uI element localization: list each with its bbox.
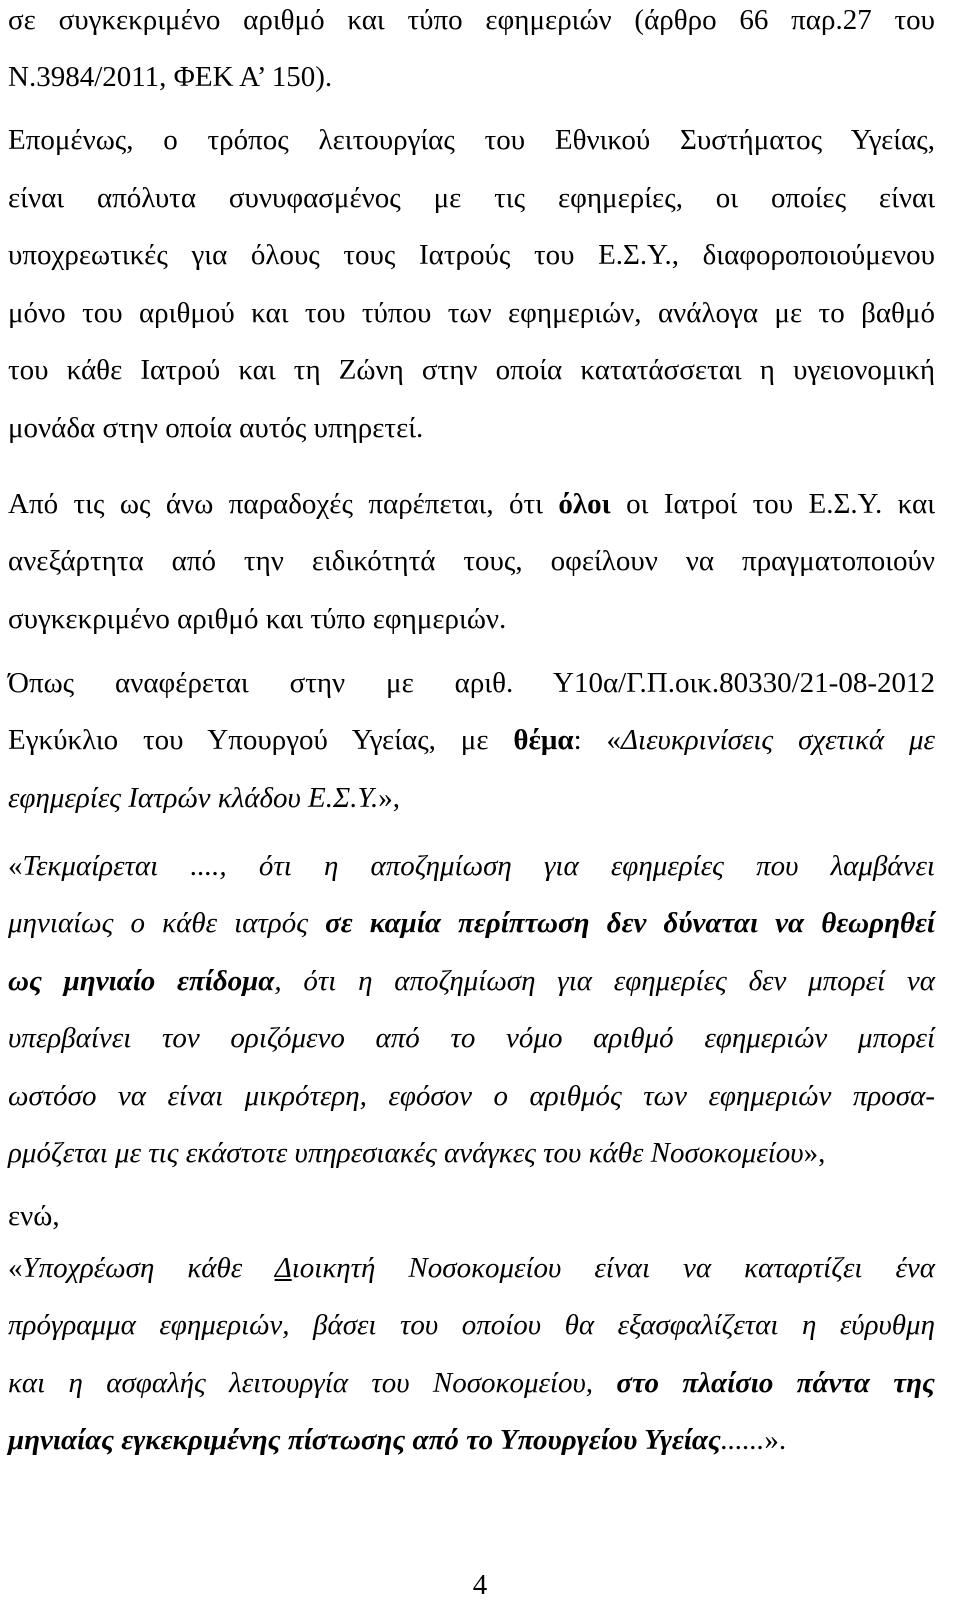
- paragraph-5-line-1: [8, 1198, 935, 1234]
- paragraph-3-line-2: [8, 543, 935, 579]
- text: »,: [378, 782, 400, 814]
- text: Επομένως, ο τρόπος λειτουργίας του Εθνικού Συστήματος Υγείας,: [8, 124, 935, 156]
- quote-2-line-1: [8, 1250, 935, 1286]
- italic-text: Τεκμαίρεται ...., ότι η αποζημίωση για εφημερίες που λαμβάνει: [22, 850, 935, 882]
- text: υποχρεωτικές για όλους τους Ιατρούς του Ε.Σ.Υ., διαφοροποιούμενου: [8, 239, 935, 271]
- quote-1-line-2: [8, 905, 935, 941]
- paragraph-2-line-2: [8, 180, 935, 216]
- text: ανεξάρτητα από την ειδικότητά τους, οφείλουν να πραγματοποιούν: [8, 545, 935, 577]
- text: μονάδα στην οποία αυτός υπηρετεί.: [8, 412, 424, 444]
- bold-text: όλοι: [558, 488, 611, 520]
- paragraph-3-line-1: [8, 486, 935, 522]
- paragraph-2-line-5: [8, 352, 935, 388]
- paragraph-4-line-1: [8, 665, 935, 701]
- italic-text: ......: [720, 1424, 765, 1456]
- italic-text: ωστόσο να είναι μικρότερη, εφόσον ο αριθμός των εφημεριών προσα-: [8, 1080, 935, 1112]
- paragraph-2-line-3: [8, 237, 935, 273]
- italic-text: Υποχρέωση κάθε: [22, 1252, 275, 1284]
- paragraph-3-line-3: [8, 601, 935, 637]
- bold-italic-text: μηνιαίας εγκεκριμένης πίστωσης από το Υπουργείου Υγείας: [8, 1424, 721, 1456]
- quote-1-line-5: [8, 1078, 935, 1114]
- italic-text: ιοικητή Νοσοκομείου είναι να καταρτίζει ένα: [291, 1252, 935, 1284]
- italic-text: υπερβαίνει τον οριζόμενο από το νόμο αριθμό εφημεριών μπορεί: [8, 1022, 935, 1054]
- quote-2-line-4: [8, 1422, 935, 1458]
- bold-text: θέμα: [513, 724, 574, 756]
- text: του κάθε Ιατρού και τη Ζώνη στην οποία κατατάσσεται η υγειονομική: [8, 354, 935, 386]
- text: συγκεκριμένο αριθμό και τύπο εφημεριών.: [8, 603, 507, 635]
- paragraph-4-line-2: [8, 722, 935, 758]
- bold-italic-text: ως μηνιαίο επίδομα: [8, 965, 275, 997]
- text: Όπως αναφέρεται στην με αριθ. Υ10α/Γ.Π.οικ.80330/21-08-2012: [8, 667, 935, 699]
- italic-text: , ότι η αποζημίωση για εφημερίες δεν μπορεί να: [274, 965, 935, 997]
- text: : «: [573, 724, 621, 756]
- paragraph-1-line-2: [8, 59, 935, 95]
- text: «: [8, 1252, 23, 1284]
- quote-1-line-3: [8, 963, 935, 999]
- quote-2-line-2: [8, 1307, 935, 1343]
- italic-text: και η ασφαλής λειτουργία του Νοσοκομείου,: [8, 1367, 617, 1399]
- italic-text: μηνιαίως ο κάθε ιατρός: [8, 907, 326, 939]
- italic-text: πρόγραμμα εφημεριών, βάσει του οποίου θα εξασφαλίζεται η εύρυθμη: [8, 1309, 935, 1341]
- italic-text: ρμόζεται με τις εκάστοτε υπηρεσιακές ανάγκες του κάθε Νοσοκομείου: [8, 1137, 804, 1169]
- text: Ν.3984/2011, ΦΕΚ Α’ 150).: [8, 61, 333, 93]
- paragraph-2-line-4: [8, 295, 935, 331]
- text: ενώ,: [8, 1200, 60, 1232]
- text: σε συγκεκριμένο αριθμό και τύπο εφημεριών (άρθρο 66 παρ.27 του: [8, 4, 935, 36]
- paragraph-2-line-1: [8, 122, 935, 158]
- text: «: [8, 850, 23, 882]
- paragraph-4-line-3: [8, 780, 935, 816]
- text: μόνο του αριθμού και του τύπου των εφημεριών, ανάλογα με το βαθμό: [8, 297, 935, 329]
- quote-2-line-3: [8, 1365, 935, 1401]
- text: Από τις ως άνω παραδοχές παρέπεται, ότι: [8, 488, 559, 520]
- underlined-text: Δ: [274, 1252, 292, 1284]
- italic-text: εφημερίες Ιατρών κλάδου Ε.Σ.Υ.: [8, 782, 379, 814]
- italic-text: Διευκρινίσεις σχετικά με: [621, 724, 935, 756]
- page-number: 4: [472, 1569, 488, 1601]
- text: Εγκύκλιο του Υπουργού Υγείας, με: [8, 724, 514, 756]
- quote-1-line-4: [8, 1020, 935, 1056]
- text: οι Ιατροί του Ε.Σ.Υ. και: [610, 488, 935, 520]
- bold-italic-text: σε καμία περίπτωση δεν δύναται να θεωρηθεί: [325, 907, 935, 939]
- text: ».: [764, 1424, 787, 1456]
- quote-1-line-1: [8, 848, 935, 884]
- quote-1-line-6: [8, 1135, 935, 1171]
- bold-italic-text: στο πλαίσιο πάντα της: [616, 1367, 935, 1399]
- paragraph-1-line-1: [8, 2, 935, 38]
- paragraph-2-line-6: [8, 410, 935, 446]
- text: είναι απόλυτα συνυφασμένος με τις εφημερίες, οι οποίες είναι: [8, 182, 935, 214]
- text: »,: [803, 1137, 826, 1169]
